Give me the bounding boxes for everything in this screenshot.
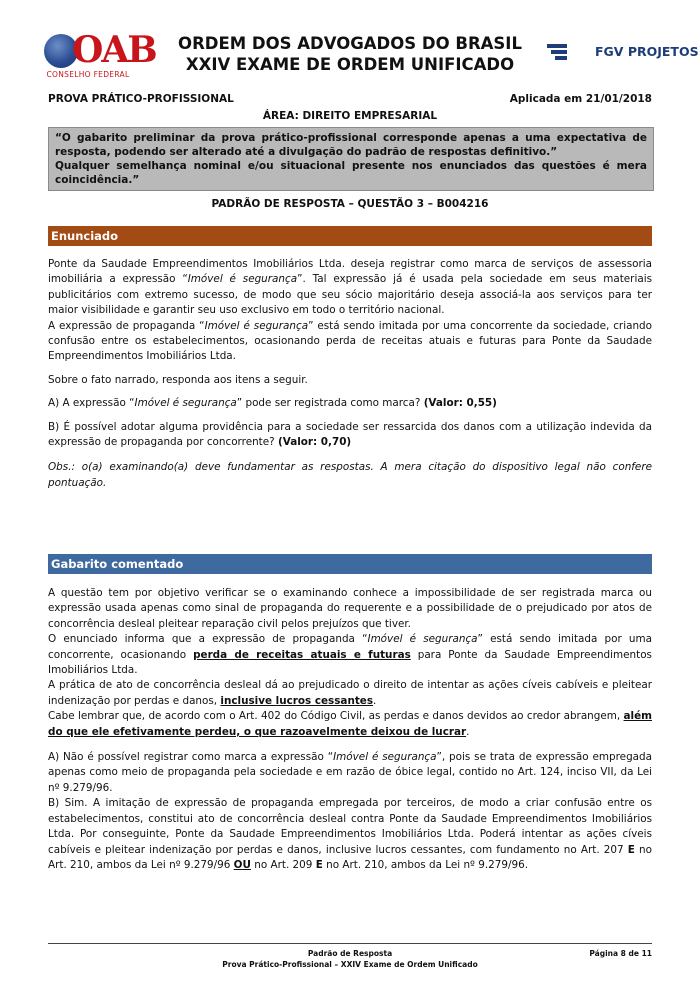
question-b: B) É possível adotar alguma providência para a sociedade ser ressarcida dos danos com a utilização indevida da expressão de propaganda por concorrente? (Valor: 0,70) — [48, 420, 652, 449]
header-title-line1: ORDEM DOS ADVOGADOS DO BRASIL — [178, 34, 522, 53]
enunciado-obs: Obs.: o(a) examinando(a) deve fundamentar as respostas. A mera citação do dispositivo legal não confere pontuação. — [48, 461, 652, 489]
footer-line1: Padrão de Resposta — [307, 949, 393, 958]
enunciado-body — [48, 257, 652, 491]
area-label: ÁREA: DIREITO EMPRESARIAL — [262, 110, 438, 122]
disclaimer-line2: Qualquer semelhança nominal e/ou situacional presente nos enunciados das questões é mera coincidência.” — [55, 160, 647, 186]
answer-a: A) Não é possível registrar como marca a expressão “Imóvel é segurança”, pois se trata de expressão empregada apenas como meio de propaganda pela sociedade e em razão de óbice legal, contido no Art. 124, inciso VII, da Lei nº 9.279/96. — [48, 751, 652, 794]
gabarito-body — [48, 586, 652, 873]
gabarito-heading: Gabarito comentado — [48, 554, 652, 574]
enunciado-paragraph-2: A expressão de propaganda “Imóvel é segurança” está sendo imitada por uma concorrente da sociedade, criando confusão entre os estabelecimentos, ocasionando perda de receitas atuais e futuras para Ponte da Saudade Empreendimentos Imobiliários Ltda. — [48, 319, 652, 363]
gabarito-paragraph-3: A prática de ato de concorrência desleal dá ao prejudicado o direito de intentar as ações cíveis cabíveis e pleitear indenização por perdas e danos, inclusive lucros cessantes. — [48, 679, 652, 707]
padrao-heading: PADRÃO DE RESPOSTA – QUESTÃO 3 – B004216 — [211, 198, 489, 210]
gabarito-paragraph-2: O enunciado informa que a expressão de propaganda “Imóvel é segurança” está sendo imitada por uma concorrente, ocasionando perda de receitas atuais e futuras para Ponte da Saudade Empreendimentos Imobiliários Ltda. — [48, 633, 653, 677]
header-title — [150, 33, 550, 75]
enunciado-paragraph-1: Ponte da Saudade Empreendimentos Imobiliários Ltda. deseja registrar como marca de serviços de assessoria imobiliária a expressão “Imóvel é segurança”. Tal expressão já é usada pela sociedade em seus materiais publicitários com extremo sucesso, de modo que seu sócio majoritário deseja associá-la aos serviços para ter maior visibilidade e garantir seu uso exclusivo em todo o território nacional. — [48, 258, 653, 317]
disclaimer-line1: “O gabarito preliminar da prova prático-profissional corresponde apenas a uma expectativa de resposta, podendo ser alterado até a divulgação do padrão de respostas definitivo.” — [55, 132, 647, 158]
footer-line2: Prova Prático-Profissional – XXIV Exame de Ordem Unificado — [222, 960, 478, 969]
page-footer — [48, 948, 652, 970]
fgv-logo-text: FGV PROJETOS — [595, 44, 699, 60]
oab-logo-subtitle: CONSELHO FEDERAL — [46, 70, 130, 79]
question-a: A) A expressão “Imóvel é segurança” pode ser registrada como marca? (Valor: 0,55) — [48, 397, 497, 410]
page-number: Página 8 de 11 — [589, 949, 652, 958]
gabarito-paragraph-1: A questão tem por objetivo verificar se o examinando conhece a impossibilidade de ser registrada marca ou expressão usada apenas como sinal de propaganda do requerente e a possibilidade de o prejudicado por atos de concorrência desleal pleitear reparação civil pelos prejuízos que tiver. — [48, 587, 652, 630]
enunciado-heading: Enunciado — [48, 226, 652, 246]
enunciado-paragraph-3: Sobre o fato narrado, responda aos itens a seguir. — [48, 373, 308, 386]
oab-logo — [36, 28, 156, 84]
fgv-mark-icon — [547, 43, 569, 61]
fgv-logo — [547, 41, 699, 63]
footer-divider — [48, 943, 652, 944]
answer-b: B) Sim. A imitação de expressão de propaganda empregada por terceiros, de modo a criar confusão entre os estabelecimentos, constitui ato de concorrência desleal contra Ponte da Saudade Empreendimentos Imobiliários Ltda. Por conseguinte, Ponte da Saudade Empreendimentos Imobiliários Ltda. Poderá intentar as ações cíveis cabíveis e pleitear indenização por perdas e danos, inclusive lucros cessantes, com fundamento no Art. 207 E no Art. 210, ambos da Lei nº 9.279/96 OU no Art. 209 E no Art. 210, ambos da Lei nº 9.279/96. — [48, 797, 652, 871]
header-title-line2: XXIV EXAME DE ORDEM UNIFICADO — [185, 55, 515, 74]
aplicada-date: Aplicada em 21/01/2018 — [509, 93, 652, 105]
prova-label: PROVA PRÁTICO-PROFISSIONAL — [48, 93, 234, 105]
disclaimer-box — [48, 127, 654, 191]
oab-logo-letters: OAB — [72, 29, 156, 71]
gabarito-paragraph-4: Cabe lembrar que, de acordo com o Art. 402 do Código Civil, as perdas e danos devidos ao credor abrangem, além do que ele efetivamente perdeu, o que razoavelmente deixou de lucrar. — [48, 710, 652, 738]
